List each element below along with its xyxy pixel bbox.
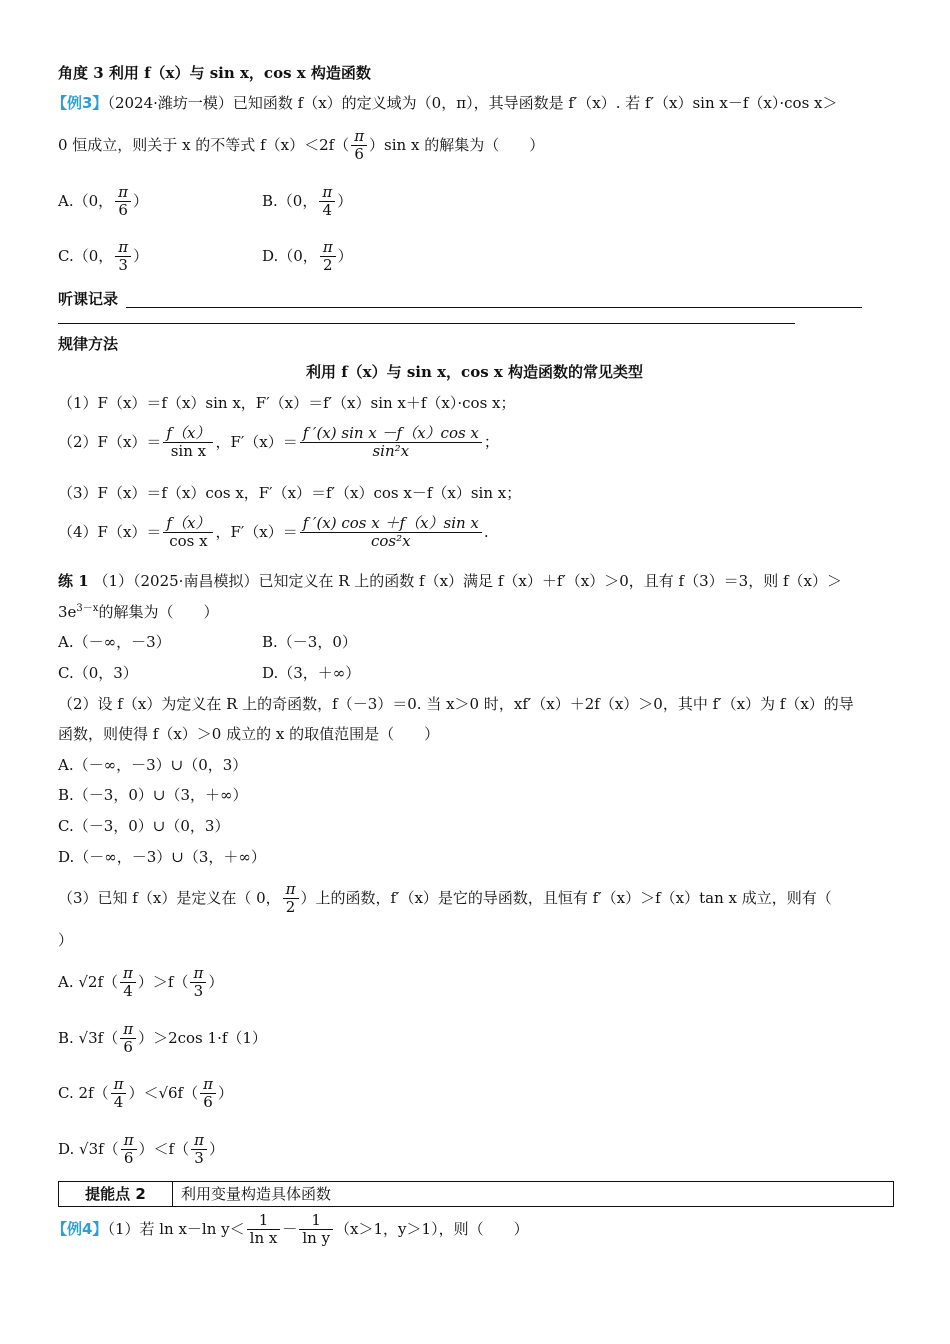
example-3-line2 [58,128,544,164]
method-type-1: （1）F（x）＝f（x）sin x，F′（x）＝f′（x）sin x＋f（x）·cos x； [58,394,516,412]
fraction: $\frac{\pi}{6}$ [200,1076,216,1112]
skill-point-table [58,1181,894,1207]
option-d[interactable]: D.（0， $\frac{\pi}{2}$ ） [262,238,353,275]
example-3-line1 [52,96,838,111]
option-a[interactable]: A.（0， $\frac{\pi}{6}$ ） [58,183,149,220]
practice-1-q1-line2: $3e^{3-x}$的解集为（ ） [58,603,219,621]
method-title: 规律方法 [58,335,119,353]
q1-option-b[interactable]: B.（－3，0） [262,633,357,651]
fraction: $\frac{\pi}{3}$ [190,965,206,1001]
q3-option-c[interactable]: C. 2f（ $\frac{\pi}{4}$ ）＜√6f（ $\frac{\pi}{6}$ ） [58,1075,233,1112]
example-tag: 【例4】 [52,1219,108,1238]
notes-label: 听课记录 [58,290,119,308]
fraction: $\frac{\pi}{2}$ [283,881,299,917]
q2-option-b[interactable]: B.（－3，0）∪（3，＋∞） [58,786,248,804]
q3-option-a[interactable]: A. √2f（ $\frac{\pi}{4}$ ）＞f（ $\frac{\pi}{3}$ ） [58,964,224,1001]
fraction: $\frac{\text{f ′(x) cos x ＋f（x）sin x}}{\text{cos²x}}$ [300,515,482,551]
practice-1-q2-line1: （2）设 f（x）为定义在 R 上的奇函数，f（－3）＝0. 当 x＞0 时，xf′（x）＋2f（x）＞0，其中 f′（x）为 f（x）的导 [58,695,854,713]
fraction: $\frac{\pi}{6}$ [351,128,367,164]
practice-label: 练 1 [58,572,89,590]
fraction: $\frac{\pi}{6}$ [115,184,131,220]
fraction: $\frac{\pi}{6}$ [120,1021,136,1057]
practice-1-q3-line1: （3）已知 f（x）是定义在（ 0， $\frac{\pi}{2}$ ）上的函数，f′（x）是它的导函数，且恒有 f′（x）＞f（x）tan x 成立，则有（ [58,880,832,917]
q3-option-d[interactable]: D. √3f（ $\frac{\pi}{6}$ ）＜f（ $\frac{\pi}{3}$ ） [58,1131,224,1168]
fraction: $\frac{\pi}{2}$ [320,239,336,275]
fraction: $\frac{\text{f ′(x) sin x －f（x）cos x}}{\text{sin²x}}$ [300,425,482,461]
fraction: $\frac{\pi}{4}$ [120,965,136,1001]
fraction: $\frac{\pi}{4}$ [111,1076,127,1112]
example-3-text-a: 0 恒成立，则关于 x 的不等式 f（x）＜2f（ [58,135,350,154]
q1-option-a[interactable]: A.（－∞，－3） [58,633,171,651]
fraction: $\frac{1}{\text{ln x}}$ [247,1212,281,1248]
q2-option-a[interactable]: A.（－∞，－3）∪（0，3） [58,756,248,774]
method-subtitle: 利用 f（x）与 sin x，cos x 构造函数的常见类型 [306,363,644,381]
skill-point-title: 利用变量构造具体函数 [181,1185,332,1203]
section-title: 角度 3 利用 f（x）与 sin x，cos x 构造函数 [58,64,371,82]
fraction: $\frac{\pi}{6}$ [121,1132,137,1168]
q2-option-d[interactable]: D.（－∞，－3）∪（3，＋∞） [58,848,266,866]
fraction: $\frac{\pi}{4}$ [319,184,335,220]
fraction: $\frac{1}{\text{ln y}}$ [299,1212,333,1248]
practice-1-q1-line1: 练 1 （1）（2025·南昌模拟）已知定义在 R 上的函数 f（x）满足 f（x）＋f′（x）＞0，且有 f（3）＝3，则 f（x）＞ [58,572,842,590]
fraction: $\frac{f(x)}{\text{sin x}}$ [163,425,213,461]
example-3-text: （2024·潍坊一模）已知函数 f（x）的定义域为（0，π），其导函数是 f′（x）. 若 f′（x）sin x－f（x）·cos x＞ [107,94,838,112]
notes-line-2[interactable] [58,323,795,324]
q2-option-c[interactable]: C.（－3，0）∪（0，3） [58,817,230,835]
example-3-text-b: ）sin x 的解集为（ ） [369,135,545,154]
practice-1-q2-line2: 函数，则使得 f（x）＞0 成立的 x 的取值范围是（ ） [58,725,440,743]
method-type-2: （2）F（x）＝ $\frac{f(x)}{\text{sin x}}$ ，F′（x）＝ $\frac{\text{f ′(x) sin x －f（x）cos x}}{\text{sin²x}}$ ； [58,424,499,461]
q3-option-b[interactable]: B. √3f（ $\frac{\pi}{6}$ ）＞2cos 1·f（1） [58,1020,267,1057]
option-c[interactable]: C.（0， $\frac{\pi}{3}$ ） [58,238,149,275]
notes-line-1[interactable] [126,307,862,308]
example-tag: 【例3】 [52,94,108,112]
fraction: $\frac{\pi}{3}$ [115,239,131,275]
q1-option-c[interactable]: C.（0，3） [58,664,138,682]
option-b[interactable]: B.（0， $\frac{\pi}{4}$ ） [262,183,353,220]
method-type-4: （4）F（x）＝ $\frac{f(x)}{\text{cos x}}$ ，F′（x）＝ $\frac{\text{f ′(x) cos x ＋f（x）sin x}}{\text{cos²x}}$ . [58,514,489,551]
method-type-3: （3）F（x）＝f（x）cos x，F′（x）＝f′（x）cos x－f（x）sin x； [58,484,522,502]
fraction: $\frac{\pi}{3}$ [191,1132,207,1168]
example-4-line1: 【例4】（1）若 ln x－ln y＜ $\frac{1}{\text{ln x}}$ － $\frac{1}{\text{ln y}}$ （x＞1，y＞1），则（ ） [52,1211,529,1248]
practice-1-q3-line2: ） [58,931,74,949]
q1-option-d[interactable]: D.（3，＋∞） [262,664,361,682]
skill-point-label: 提能点 2 [59,1182,173,1206]
fraction: $\frac{f(x)}{\text{cos x}}$ [163,515,213,551]
